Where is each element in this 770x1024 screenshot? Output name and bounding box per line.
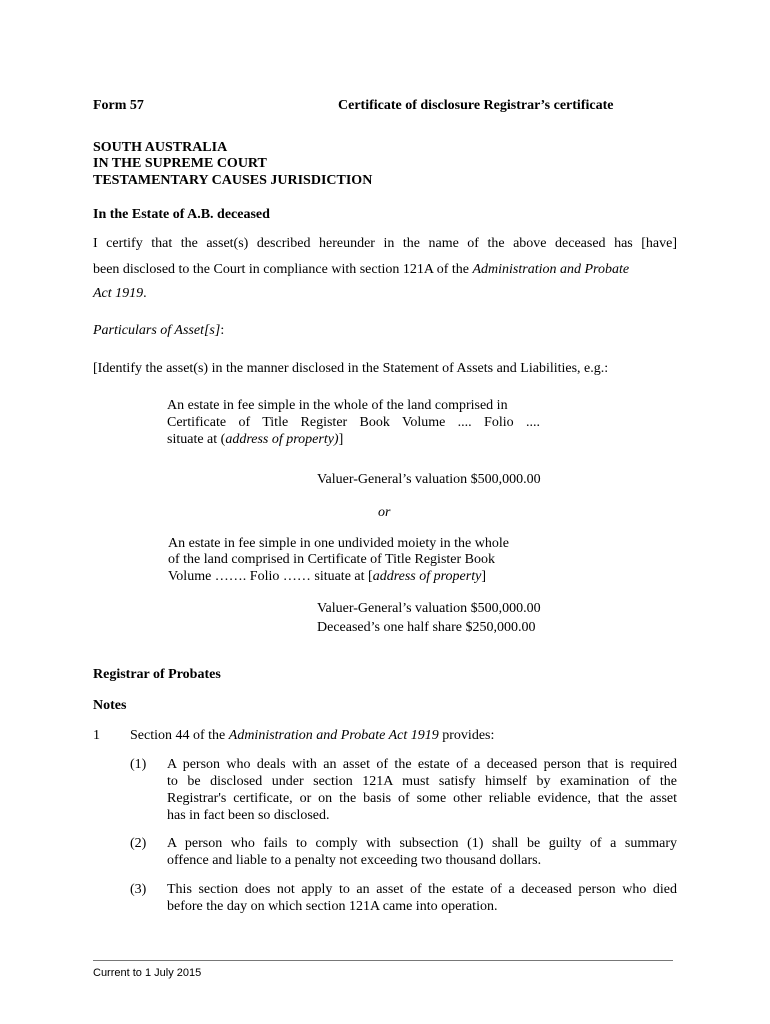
note-item-line: A person who fails to comply with subsection (1) shall be guilty of a summary [167,836,677,851]
court-name: IN THE SUPREME COURT [93,156,267,171]
court-state: SOUTH AUSTRALIA [93,140,228,155]
example1-address: address of property) [225,432,339,447]
footer-currency: Current to 1 July 2015 [93,967,202,979]
note-item-number: (3) [130,882,147,897]
note-item-line: This section does not apply to an asset of the estate of a deceased person who died [167,882,677,897]
form-title: Certificate of disclosure Registrar’s certificate [338,98,614,113]
example2-share: Deceased’s one half share $250,000.00 [317,620,536,635]
note-number: 1 [93,728,100,743]
note-item-line: A person who deals with an asset of the estate of a deceased person that is required [167,757,677,772]
note-item-line: Registrar's certificate, or on the basis of some other reliable evidence, that the asset [167,791,677,806]
example1-line-3 [167,432,343,448]
note-intro-post: provides: [438,728,495,743]
identify-instruction: [Identify the asset(s) in the manner disclosed in the Statement of Assets and Liabilities, e.g.: [93,361,609,376]
notes-heading: Notes [93,698,127,713]
certification-line-3 [93,286,147,302]
example2-line-3 [168,569,486,585]
particulars-colon: : [220,323,225,338]
form-number: Form 57 [93,98,144,113]
court-jurisdiction: TESTAMENTARY CAUSES JURISDICTION [93,173,373,188]
footer-divider [93,960,673,961]
example1-line-1: An estate in fee simple in the whole of the land comprised in [167,398,508,413]
note-item-line: to be disclosed under section 121A must satisfy himself by examination of the [167,774,677,789]
example1-line-3-text: situate at ( [167,432,226,447]
example2-line-1: An estate in fee simple in one undivided moiety in the whole [168,536,509,551]
example2-line-3-text: Volume ……. Folio …… situate at [ [168,569,373,584]
note-item-number: (1) [130,757,147,772]
certification-period: . [143,286,147,301]
example1-line-2: Certificate of Title Register Book Volume .... Folio .... [167,415,540,430]
note-item-line: before the day on which section 121A came into operation. [167,899,498,914]
particulars-label [93,323,224,339]
or-separator: or [378,505,391,520]
note-item-line: offence and liable to a penalty not exceeding two thousand dollars. [167,853,542,868]
example2-valuation: Valuer-General’s valuation $500,000.00 [317,601,541,616]
note-item-number: (2) [130,836,147,851]
example2-address: address of property [372,569,482,584]
act-name-part2: Act 1919 [93,286,144,301]
certification-line-2 [93,262,629,278]
note-intro-pre: Section 44 of the [130,728,229,743]
example1-bracket: ] [338,432,344,447]
act-name-part1: Administration and Probate [472,262,630,277]
note-item-line: has in fact been so disclosed. [167,808,330,823]
example2-line-2: of the land comprised in Certificate of Title Register Book [168,552,495,567]
certification-line-2-text: been disclosed to the Court in compliance with section 121A of the [93,262,473,277]
example1-valuation: Valuer-General’s valuation $500,000.00 [317,472,541,487]
example2-bracket: ] [481,569,486,584]
registrar-signature-label: Registrar of Probates [93,667,221,682]
particulars-label-text: Particulars of Asset[s] [93,323,221,338]
estate-heading: In the Estate of A.B. deceased [93,207,270,222]
note-intro [130,728,494,744]
certification-line-1: I certify that the asset(s) described hereunder in the name of the above deceased has [have] [93,236,677,251]
note-act-name: Administration and Probate Act 1919 [228,728,439,743]
